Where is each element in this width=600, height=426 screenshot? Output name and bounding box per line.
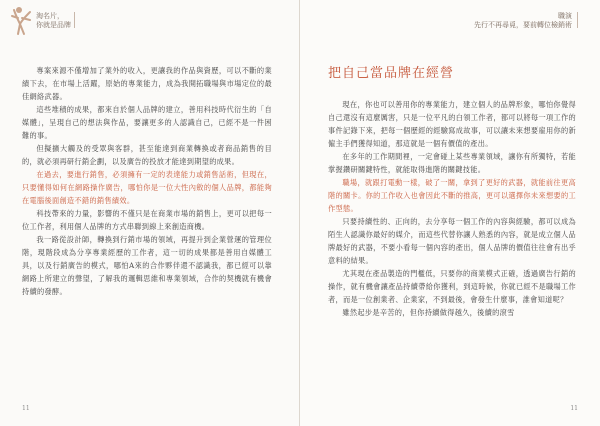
paragraph: 在多年的工作期間裡，一定會碰上某些專業領域，讓你有所獨特，若能掌握鑽研關鍵特性，就能取得進階的關鍵技能。 [328,152,576,174]
highlighted-paragraph: 職場，就跟打電動一樣，破了一關，拿到了更好的武器，就能前往更高階的關卡。你的工作收入也會因此不斷的推高，更可以選擇你未來想要的工作型態。 [328,178,576,213]
left-header [36,12,71,30]
paragraph: 這些堆積的成果，都來自於個人品牌的建立，善用科技時代衍生的「自媒體」，呈現自己的想法與作品，要讓更多的人認識自己，已經不是一件困難的事。 [22,105,272,140]
left-page-number: 11 [22,405,30,412]
right-page [300,0,600,426]
section-title: 把自己當品牌在經營 [328,66,455,81]
right-header-divider [577,12,578,28]
paragraph: 專案來源不僅增加了業外的收入，更讓我的作品與資歷，可以不斷的業績下去，在市場上活躍，原始的專業能力，成為我開拓職場與市場定位的最佳網絡武器。 [22,66,272,101]
right-header-line-1: 職演 [558,12,572,20]
right-page-number: 11 [570,405,578,412]
right-header-line-2: 先行不再尋覓，要前轉位檢銷術 [474,21,572,29]
right-header [474,12,572,30]
decorative-figure-icon [8,6,34,36]
left-header-divider [74,12,75,28]
left-header-line-1: 淘名片， [36,12,64,20]
paragraph: 尤其現在產品製造的門檻低，只要你的商業模式正確，透過廣告行銷的操作，就有機會讓產品持續帶給你獲利，到這時候，你就已經不是職場工作者，而是一位創業者、企業家，不到最後，會發生什麼事，誰會知道呢？ [328,269,576,304]
paragraph: 但擬擴大觸及的受眾與客群，甚至能達到商業轉換或者商品銷售的目的，就必須再研行銷企劃，以及廣告的投放才能達到期望的成果。 [22,144,272,166]
right-body [328,98,576,319]
highlighted-paragraph: 在過去，要進行銷售，必須擁有一定的表達能力或銷售話術，但現在，只要懂得如何在網路操作廣告，哪怕你是一位大性內斂的個人品牌，都能夠在電腦後面創造不錯的銷售績效。 [22,170,272,205]
left-header-line-2: 你就是品牌 [36,21,71,29]
paragraph: 我一路從設計師，轉換到行銷市場的領域，再提升到企業營運的管理位階，現階段成為分享專業經歷的工作者，這一切的成果都是善用自媒體工具，以及行銷廣告的模式，哪怕A來的合作夥伴還不認識我，都已經可以靠網路上所建立的聲望，了解我的邏輯思維和專業領域，合作的契機就有機會持續的發酵。 [22,235,272,296]
paragraph: 科技帶來的力量，影響的不僅只是在商業市場的銷售上，更可以把每一位工作者，利用個人品牌的方式串聯到線上來創造商機。 [22,209,272,231]
paragraph: 雖然起步是辛苦的，但你持續做得越久，後續的滾雪 [342,308,515,317]
paragraph: 只要持續性的、正向的，去分享每一個工作的內容與經驗，都可以成為陌生人認識你最好的媒介，而這些代替你讓人熟悉的內容，就是成立個人品牌最好的武器，不要小看每一個內容的產出，個人品牌的價值往往會有出乎意料的結果。 [328,217,576,265]
left-body [22,64,272,298]
paragraph: 現在，你也可以善用你的專業能力，建立個人的品牌形象，哪怕你覺得自己還沒有這麼厲害，只是一位平凡的白領工作者，都可以將每一項工作的事件記錄下來，把每一個歷經的經驗寫成故事，可以讓未來想要雇用你的新僱主手們獲得知道，那這就是一個有價值的產出。 [328,100,576,148]
